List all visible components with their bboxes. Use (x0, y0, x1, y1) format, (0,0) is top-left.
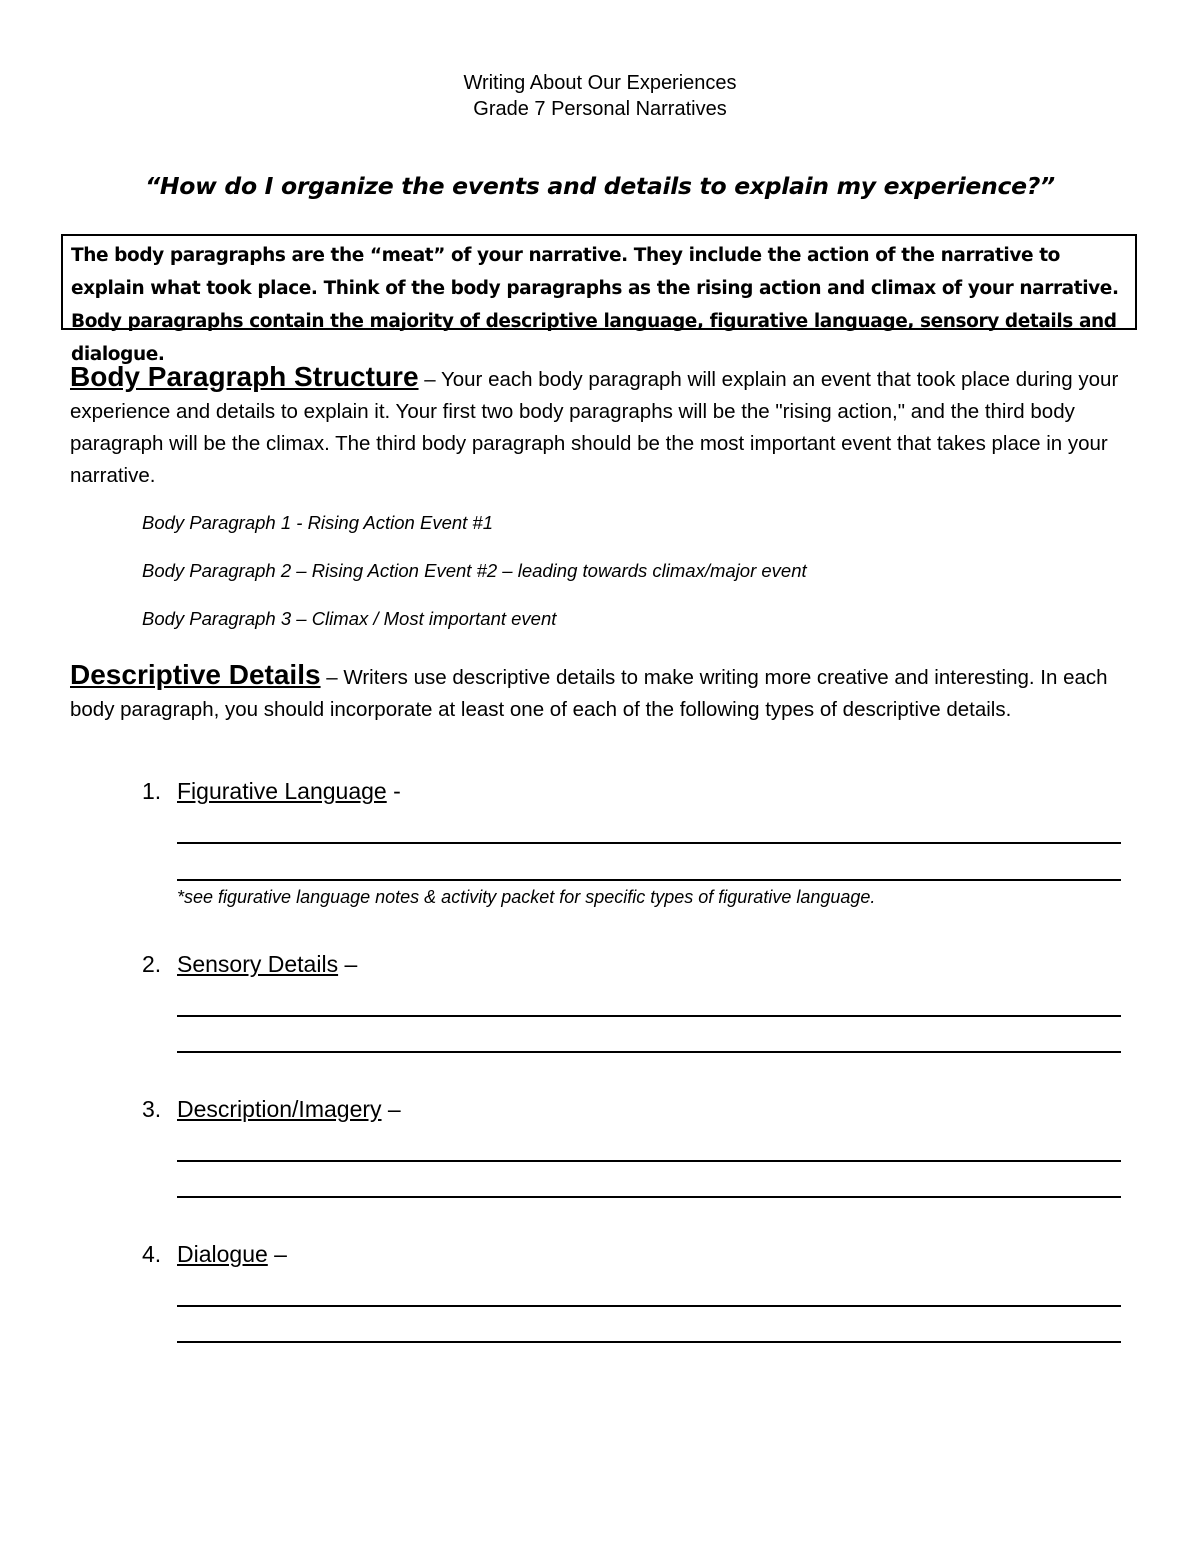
detail-item-description-imagery (142, 1096, 1122, 1123)
body-structure-text: – Your each body paragraph will explain an event that took place during your experience and details to explain it. Your first two body paragraphs will be the "rising action," and the third body paragraph will be the climax. The third body paragraph should be the most important event that takes place in your narrative. (70, 368, 1119, 487)
answer-line[interactable] (177, 879, 1121, 881)
event-item-2: Body Paragraph 2 – Rising Action Event #2 – leading towards climax/major event (142, 560, 807, 581)
detail-item-figurative-language (142, 778, 1122, 907)
document-header (0, 70, 1200, 122)
answer-line[interactable] (177, 1051, 1121, 1053)
intro-box (61, 234, 1137, 365)
figurative-language-note: *see figurative language notes & activity packet for specific types of figurative language. (177, 887, 876, 907)
detail-suffix: – (267, 1241, 287, 1267)
detail-label: Description/Imagery (177, 1096, 382, 1122)
essential-question: “How do I organize the events and details to explain my experience?” (145, 172, 1055, 200)
detail-suffix: – (338, 951, 358, 977)
header-title: Writing About Our Experiences (463, 72, 737, 94)
answer-line[interactable] (177, 1015, 1121, 1017)
body-structure-section (70, 361, 1130, 492)
intro-emphasis: descriptive language, figurative language, sensory details (485, 311, 1073, 332)
detail-label: Sensory Details (177, 951, 339, 977)
detail-suffix: - (386, 778, 401, 804)
detail-suffix: – (381, 1096, 401, 1122)
header-subtitle: Grade 7 Personal Narratives (473, 98, 727, 120)
answer-line[interactable] (177, 1160, 1121, 1162)
detail-item-dialogue (142, 1241, 1122, 1268)
event-item-1: Body Paragraph 1 - Rising Action Event #1 (142, 512, 494, 533)
answer-line[interactable] (177, 842, 1121, 844)
detail-item-sensory-details (142, 951, 1122, 978)
descriptive-details-title: Descriptive Details (70, 659, 321, 690)
descriptive-details-section (70, 659, 1130, 726)
detail-number: 1. (142, 778, 162, 804)
detail-number: 4. (142, 1241, 162, 1267)
detail-label: Dialogue (177, 1241, 268, 1267)
detail-number: 3. (142, 1096, 162, 1122)
body-structure-title: Body Paragraph Structure (70, 361, 419, 392)
intro-text: The body paragraphs are the “meat” of your narrative. They include the action of the narrative to explain what took place. Think of the body paragraphs as the rising action and climax of your narrative. Body paragraphs contain the majority of (71, 245, 1119, 332)
intro-emphasis-2: dialogue. (71, 344, 165, 365)
intro-joiner: and (1072, 311, 1117, 332)
detail-label: Figurative Language (177, 778, 387, 804)
answer-line[interactable] (177, 1305, 1121, 1307)
answer-line[interactable] (177, 1341, 1121, 1343)
event-item-3: Body Paragraph 3 – Climax / Most important event (142, 608, 557, 629)
answer-line[interactable] (177, 1196, 1121, 1198)
descriptive-details-text: – Writers use descriptive details to make writing more creative and interesting. In each body paragraph, you should incorporate at least one of each of the following types of descriptive details. (70, 666, 1108, 721)
detail-number: 2. (142, 951, 162, 977)
